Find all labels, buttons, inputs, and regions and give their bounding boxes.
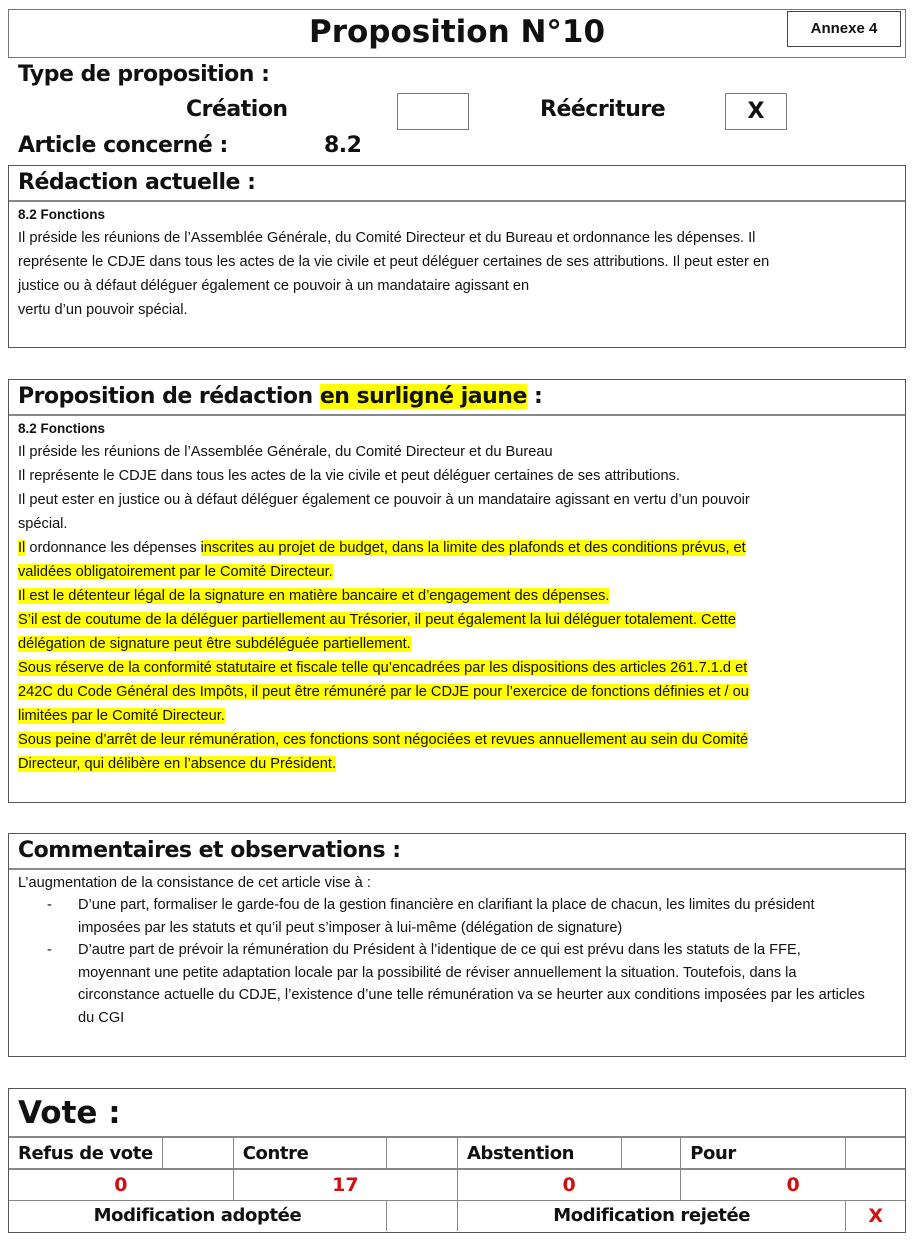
- text-line: [18, 632, 896, 656]
- refus-count: 0: [9, 1169, 233, 1200]
- text-line: vertu d’un pouvoir spécial.: [18, 302, 188, 318]
- pour-check-cell[interactable]: [846, 1138, 905, 1169]
- comments-intro: L’augmentation de la consistance de cet article vise à :: [18, 875, 371, 891]
- comment-item: - D’une part, formaliser le garde-fou de la gestion financière en clarifiant la place de chacun, les limites du président imposées par les statuts et qu’il peut s’imposer à lui-même (délégation de signature): [18, 894, 877, 939]
- contre-label: Contre: [233, 1138, 386, 1169]
- vote-heading: Vote :: [9, 1089, 905, 1138]
- abstention-check-cell[interactable]: [622, 1138, 681, 1169]
- proposed-text-heading: [9, 380, 905, 416]
- text-line: représente le CDJE dans tous les actes de la vie civile et peut déléguer certaines de ses attributions. Il peut ester en: [18, 254, 770, 270]
- current-text-section: [8, 165, 906, 348]
- current-text-subheading: 8.2 Fonctions: [18, 207, 106, 222]
- text-line: [18, 560, 896, 584]
- article-label: Article concerné :: [18, 133, 228, 158]
- text-line: [18, 680, 896, 704]
- text-line: Il peut ester en justice ou à défaut déléguer également ce pouvoir à un mandataire agissant en vertu d’un pouvoir: [18, 492, 750, 508]
- highlighted-text: limitées par le Comité Directeur.: [18, 708, 225, 724]
- highlighted-text: Sous réserve de la conformité statutaire et fiscale telle qu’encadrées par les dispositions des articles 261.7.1.d et: [18, 660, 748, 676]
- adopted-mark[interactable]: [386, 1200, 457, 1231]
- plain-text: ordonnance les dépenses: [25, 540, 201, 556]
- pour-count: 0: [681, 1169, 905, 1200]
- abstention-label: Abstention: [457, 1138, 621, 1169]
- highlighted-text: Sous peine d’arrêt de leur rémunération, ces fonctions sont négociées et revues annuellement au sein du Comité: [18, 732, 749, 748]
- vote-table: [9, 1138, 905, 1231]
- pour-label: Pour: [681, 1138, 846, 1169]
- comment-item: - D’autre part de prévoir la rémunération du Président à l’identique de ce qui est prévu dans les statuts de la FFE, moyennant une petite adaptation locale par la possibilité de réviser annuellement la situation. Toutefois, dans la circonstance actuelle du CDJE, l’existence d’une telle rémunération va se heurter aux conditions imposées par les articles du CGI: [18, 939, 877, 1029]
- proposed-text-section: [8, 379, 906, 803]
- comments-list: [18, 894, 877, 1029]
- heading-highlight: en surligné jaune: [319, 384, 527, 409]
- article-value: 8.2: [324, 133, 362, 158]
- heading-prefix: Proposition de rédaction: [18, 384, 320, 409]
- text-line: justice ou à défaut déléguer également ce pouvoir à un mandataire agissant en: [18, 278, 530, 294]
- highlighted-text: délégation de signature peut être subdéléguée partiellement.: [18, 636, 411, 652]
- text-line: [18, 536, 896, 560]
- text-line: [18, 728, 896, 752]
- current-text-heading: Rédaction actuelle :: [9, 166, 905, 202]
- text-line: [18, 584, 896, 608]
- rejected-label: Modification rejetée: [457, 1200, 845, 1231]
- text-line: [18, 752, 896, 776]
- vote-result-row: [9, 1200, 905, 1231]
- annex-badge: Annexe 4: [787, 11, 901, 47]
- highlighted-text: Il est le détenteur légal de la signature en matière bancaire et d’engagement des dépenses.: [18, 588, 610, 604]
- refus-label: Refus de vote: [9, 1138, 162, 1169]
- rejected-mark[interactable]: X: [846, 1200, 905, 1231]
- highlighted-text: 242C du Code Général des Impôts, il peut être rémunéré par le CDJE pour l’exercice de fonctions définies et / ou: [18, 684, 749, 700]
- adopted-label: Modification adoptée: [9, 1200, 386, 1231]
- text-line: [18, 656, 896, 680]
- refus-check-cell[interactable]: [162, 1138, 233, 1169]
- highlighted-text: validées obligatoirement par le Comité Directeur.: [18, 564, 333, 580]
- vote-counts-row: [9, 1169, 905, 1200]
- comments-section: [8, 833, 906, 1057]
- text-line: Il préside les réunions de l’Assemblée Générale, du Comité Directeur et du Bureau: [18, 444, 553, 460]
- comments-heading: Commentaires et observations :: [9, 834, 905, 870]
- highlighted-text: inscrites au projet de budget, dans la limite des plafonds et des conditions prévus, et: [200, 540, 746, 556]
- text-line: [18, 704, 896, 728]
- reecriture-checkbox[interactable]: X: [725, 93, 787, 130]
- highlighted-text: S’il est de coutume de la déléguer partiellement au Trésorier, il peut également la lui déléguer totalement. Cette: [18, 612, 736, 628]
- text-line: spécial.: [18, 516, 68, 532]
- title-bar: [8, 9, 906, 58]
- option-creation-label: Création: [186, 97, 288, 122]
- text-line: [18, 608, 896, 632]
- text-line: Il préside les réunions de l’Assemblée Générale, du Comité Directeur et du Bureau et ordonnance les dépenses. Il: [18, 230, 756, 246]
- proposal-type-label: Type de proposition :: [18, 62, 270, 87]
- proposed-text-subheading: 8.2 Fonctions: [18, 421, 106, 436]
- abstention-count: 0: [457, 1169, 680, 1200]
- vote-labels-row: [9, 1138, 905, 1169]
- vote-section: [8, 1088, 906, 1233]
- text-line: Il représente le CDJE dans tous les actes de la vie civile et peut déléguer certaines de ses attributions.: [18, 468, 680, 484]
- contre-count: 17: [233, 1169, 457, 1200]
- option-reecriture-label: Réécriture: [540, 97, 666, 122]
- creation-checkbox[interactable]: [397, 93, 469, 130]
- page-title: Proposition N°10: [308, 14, 606, 50]
- heading-suffix: :: [526, 384, 543, 409]
- highlighted-text: Directeur, qui délibère en l’absence du Président.: [18, 756, 337, 772]
- highlighted-text: Il: [18, 540, 26, 556]
- contre-check-cell[interactable]: [386, 1138, 457, 1169]
